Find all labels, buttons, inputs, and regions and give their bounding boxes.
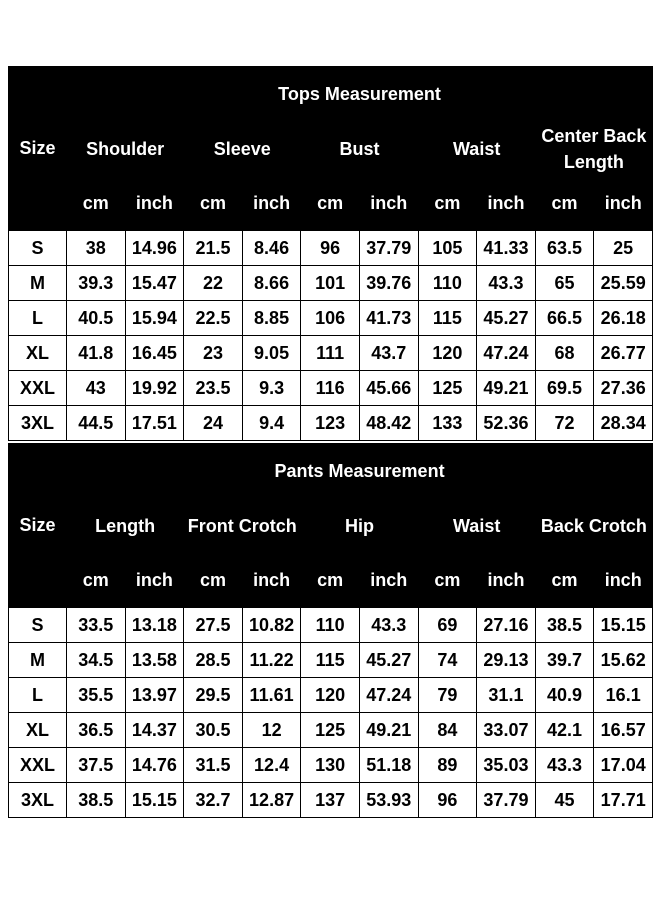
tops-group-bust: Bust xyxy=(301,122,418,177)
measurement-cell: 68 xyxy=(535,336,594,371)
measurement-cell: 43.3 xyxy=(535,748,594,783)
unit-cm: cm xyxy=(301,554,360,608)
measurement-cell: 8.46 xyxy=(242,231,301,266)
unit-inch: inch xyxy=(242,177,301,231)
table-row xyxy=(9,266,653,301)
size-cell: XXL xyxy=(9,371,67,406)
measurement-cell: 12.87 xyxy=(242,783,301,818)
size-cell: XL xyxy=(9,336,67,371)
measurement-cell: 14.96 xyxy=(125,231,184,266)
measurement-cell: 89 xyxy=(418,748,477,783)
unit-cm: cm xyxy=(418,554,477,608)
measurement-cell: 24 xyxy=(184,406,243,441)
pants-table-body xyxy=(9,608,653,818)
measurement-cell: 110 xyxy=(418,266,477,301)
measurement-cell: 31.5 xyxy=(184,748,243,783)
table-row xyxy=(9,748,653,783)
measurement-cell: 41.73 xyxy=(359,301,418,336)
measurement-cell: 133 xyxy=(418,406,477,441)
measurement-cell: 84 xyxy=(418,713,477,748)
size-cell: XXL xyxy=(9,748,67,783)
measurement-cell: 12.4 xyxy=(242,748,301,783)
measurement-cell: 26.18 xyxy=(594,301,653,336)
measurement-cell: 110 xyxy=(301,608,360,643)
measurement-cell: 37.79 xyxy=(359,231,418,266)
measurement-cell: 8.66 xyxy=(242,266,301,301)
size-cell: S xyxy=(9,231,67,266)
measurement-cell: 101 xyxy=(301,266,360,301)
measurement-cell: 31.1 xyxy=(477,678,536,713)
unit-inch: inch xyxy=(359,177,418,231)
measurement-cell: 42.1 xyxy=(535,713,594,748)
measurement-cell: 106 xyxy=(301,301,360,336)
measurement-cell: 33.07 xyxy=(477,713,536,748)
measurement-cell: 45 xyxy=(535,783,594,818)
measurement-cell: 11.22 xyxy=(242,643,301,678)
tops-title: Tops Measurement xyxy=(67,67,653,122)
tops-size-header: Size xyxy=(9,67,67,231)
measurement-cell: 16.1 xyxy=(594,678,653,713)
table-row xyxy=(9,336,653,371)
measurement-cell: 116 xyxy=(301,371,360,406)
measurement-cell: 15.15 xyxy=(125,783,184,818)
measurement-cell: 69.5 xyxy=(535,371,594,406)
measurement-cell: 15.15 xyxy=(594,608,653,643)
measurement-cell: 39.76 xyxy=(359,266,418,301)
measurement-cell: 45.27 xyxy=(359,643,418,678)
measurement-cell: 15.47 xyxy=(125,266,184,301)
pants-measurement-table xyxy=(8,443,653,818)
measurement-cell: 25.59 xyxy=(594,266,653,301)
measurement-cell: 125 xyxy=(301,713,360,748)
measurement-cell: 8.85 xyxy=(242,301,301,336)
measurement-cell: 43.3 xyxy=(477,266,536,301)
table-row xyxy=(9,678,653,713)
measurement-cell: 137 xyxy=(301,783,360,818)
measurement-cell: 9.3 xyxy=(242,371,301,406)
unit-cm: cm xyxy=(301,177,360,231)
tops-group-center-back-length: Center Back Length xyxy=(535,122,652,177)
measurement-cell: 26.77 xyxy=(594,336,653,371)
unit-inch: inch xyxy=(125,554,184,608)
tops-group-shoulder: Shoulder xyxy=(67,122,184,177)
measurement-cell: 11.61 xyxy=(242,678,301,713)
measurement-cell: 34.5 xyxy=(67,643,126,678)
pants-group-length: Length xyxy=(67,499,184,554)
pants-group-back-crotch: Back Crotch xyxy=(535,499,652,554)
measurement-cell: 53.93 xyxy=(359,783,418,818)
size-cell: 3XL xyxy=(9,406,67,441)
measurement-cell: 43.3 xyxy=(359,608,418,643)
measurement-cell: 37.5 xyxy=(67,748,126,783)
measurement-cell: 45.66 xyxy=(359,371,418,406)
measurement-cell: 41.33 xyxy=(477,231,536,266)
measurement-cell: 130 xyxy=(301,748,360,783)
unit-inch: inch xyxy=(594,177,653,231)
measurement-cell: 123 xyxy=(301,406,360,441)
measurement-cell: 10.82 xyxy=(242,608,301,643)
measurement-cell: 47.24 xyxy=(359,678,418,713)
measurement-cell: 41.8 xyxy=(67,336,126,371)
measurement-cell: 96 xyxy=(301,231,360,266)
pants-title: Pants Measurement xyxy=(67,444,653,499)
measurement-cell: 115 xyxy=(301,643,360,678)
measurement-cell: 125 xyxy=(418,371,477,406)
size-cell: L xyxy=(9,301,67,336)
measurement-cell: 15.94 xyxy=(125,301,184,336)
measurement-cell: 27.5 xyxy=(184,608,243,643)
unit-cm: cm xyxy=(67,177,126,231)
unit-cm: cm xyxy=(418,177,477,231)
measurement-cell: 45.27 xyxy=(477,301,536,336)
measurement-cell: 40.5 xyxy=(67,301,126,336)
measurement-cell: 49.21 xyxy=(359,713,418,748)
measurement-cell: 51.18 xyxy=(359,748,418,783)
measurement-cell: 9.05 xyxy=(242,336,301,371)
measurement-cell: 48.42 xyxy=(359,406,418,441)
measurement-cell: 30.5 xyxy=(184,713,243,748)
measurement-cell: 38.5 xyxy=(535,608,594,643)
unit-cm: cm xyxy=(184,554,243,608)
unit-inch: inch xyxy=(477,177,536,231)
measurement-cell: 79 xyxy=(418,678,477,713)
measurement-cell: 111 xyxy=(301,336,360,371)
measurement-cell: 44.5 xyxy=(67,406,126,441)
unit-cm: cm xyxy=(67,554,126,608)
measurement-cell: 38 xyxy=(67,231,126,266)
measurement-cell: 72 xyxy=(535,406,594,441)
tops-group-waist: Waist xyxy=(418,122,535,177)
measurement-cell: 38.5 xyxy=(67,783,126,818)
measurement-cell: 13.18 xyxy=(125,608,184,643)
unit-inch: inch xyxy=(125,177,184,231)
measurement-cell: 29.13 xyxy=(477,643,536,678)
table-row xyxy=(9,371,653,406)
measurement-cell: 13.97 xyxy=(125,678,184,713)
measurement-cell: 27.16 xyxy=(477,608,536,643)
unit-inch: inch xyxy=(594,554,653,608)
measurement-cell: 63.5 xyxy=(535,231,594,266)
measurement-cell: 17.71 xyxy=(594,783,653,818)
size-cell: M xyxy=(9,266,67,301)
measurement-cell: 19.92 xyxy=(125,371,184,406)
measurement-cell: 28.34 xyxy=(594,406,653,441)
unit-cm: cm xyxy=(184,177,243,231)
size-cell: L xyxy=(9,678,67,713)
measurement-cell: 39.7 xyxy=(535,643,594,678)
measurement-cell: 43.7 xyxy=(359,336,418,371)
unit-inch: inch xyxy=(477,554,536,608)
measurement-cell: 33.5 xyxy=(67,608,126,643)
measurement-cell: 15.62 xyxy=(594,643,653,678)
measurement-cell: 23.5 xyxy=(184,371,243,406)
pants-group-front-crotch: Front Crotch xyxy=(184,499,301,554)
measurement-cell: 47.24 xyxy=(477,336,536,371)
measurement-cell: 25 xyxy=(594,231,653,266)
table-row xyxy=(9,713,653,748)
tops-group-sleeve: Sleeve xyxy=(184,122,301,177)
table-row xyxy=(9,231,653,266)
size-cell: S xyxy=(9,608,67,643)
tops-table-body xyxy=(9,231,653,441)
measurement-cell: 13.58 xyxy=(125,643,184,678)
size-cell: XL xyxy=(9,713,67,748)
measurement-cell: 120 xyxy=(418,336,477,371)
pants-group-hip: Hip xyxy=(301,499,418,554)
table-row xyxy=(9,301,653,336)
pants-group-waist: Waist xyxy=(418,499,535,554)
measurement-cell: 37.79 xyxy=(477,783,536,818)
measurement-cell: 21.5 xyxy=(184,231,243,266)
table-row xyxy=(9,783,653,818)
measurement-cell: 22 xyxy=(184,266,243,301)
table-row xyxy=(9,643,653,678)
unit-cm: cm xyxy=(535,554,594,608)
size-cell: 3XL xyxy=(9,783,67,818)
measurement-cell: 96 xyxy=(418,783,477,818)
measurement-cell: 32.7 xyxy=(184,783,243,818)
measurement-cell: 16.57 xyxy=(594,713,653,748)
measurement-cell: 23 xyxy=(184,336,243,371)
measurement-cell: 14.76 xyxy=(125,748,184,783)
measurement-cell: 120 xyxy=(301,678,360,713)
measurement-cell: 115 xyxy=(418,301,477,336)
measurement-cell: 27.36 xyxy=(594,371,653,406)
measurement-cell: 22.5 xyxy=(184,301,243,336)
measurement-cell: 29.5 xyxy=(184,678,243,713)
size-cell: M xyxy=(9,643,67,678)
unit-cm: cm xyxy=(535,177,594,231)
pants-size-header: Size xyxy=(9,444,67,608)
measurement-cell: 12 xyxy=(242,713,301,748)
measurement-cell: 40.9 xyxy=(535,678,594,713)
measurement-cell: 28.5 xyxy=(184,643,243,678)
measurement-cell: 35.03 xyxy=(477,748,536,783)
measurement-cell: 65 xyxy=(535,266,594,301)
measurement-cell: 69 xyxy=(418,608,477,643)
tops-measurement-table xyxy=(8,66,653,441)
measurement-cell: 49.21 xyxy=(477,371,536,406)
measurement-cell: 66.5 xyxy=(535,301,594,336)
measurement-cell: 52.36 xyxy=(477,406,536,441)
measurement-cell: 17.51 xyxy=(125,406,184,441)
unit-inch: inch xyxy=(242,554,301,608)
unit-inch: inch xyxy=(359,554,418,608)
measurement-cell: 105 xyxy=(418,231,477,266)
measurement-cell: 43 xyxy=(67,371,126,406)
measurement-cell: 14.37 xyxy=(125,713,184,748)
measurement-cell: 39.3 xyxy=(67,266,126,301)
measurement-cell: 16.45 xyxy=(125,336,184,371)
measurement-cell: 74 xyxy=(418,643,477,678)
measurement-cell: 35.5 xyxy=(67,678,126,713)
measurement-cell: 9.4 xyxy=(242,406,301,441)
measurement-cell: 17.04 xyxy=(594,748,653,783)
table-row xyxy=(9,608,653,643)
measurement-cell: 36.5 xyxy=(67,713,126,748)
table-row xyxy=(9,406,653,441)
